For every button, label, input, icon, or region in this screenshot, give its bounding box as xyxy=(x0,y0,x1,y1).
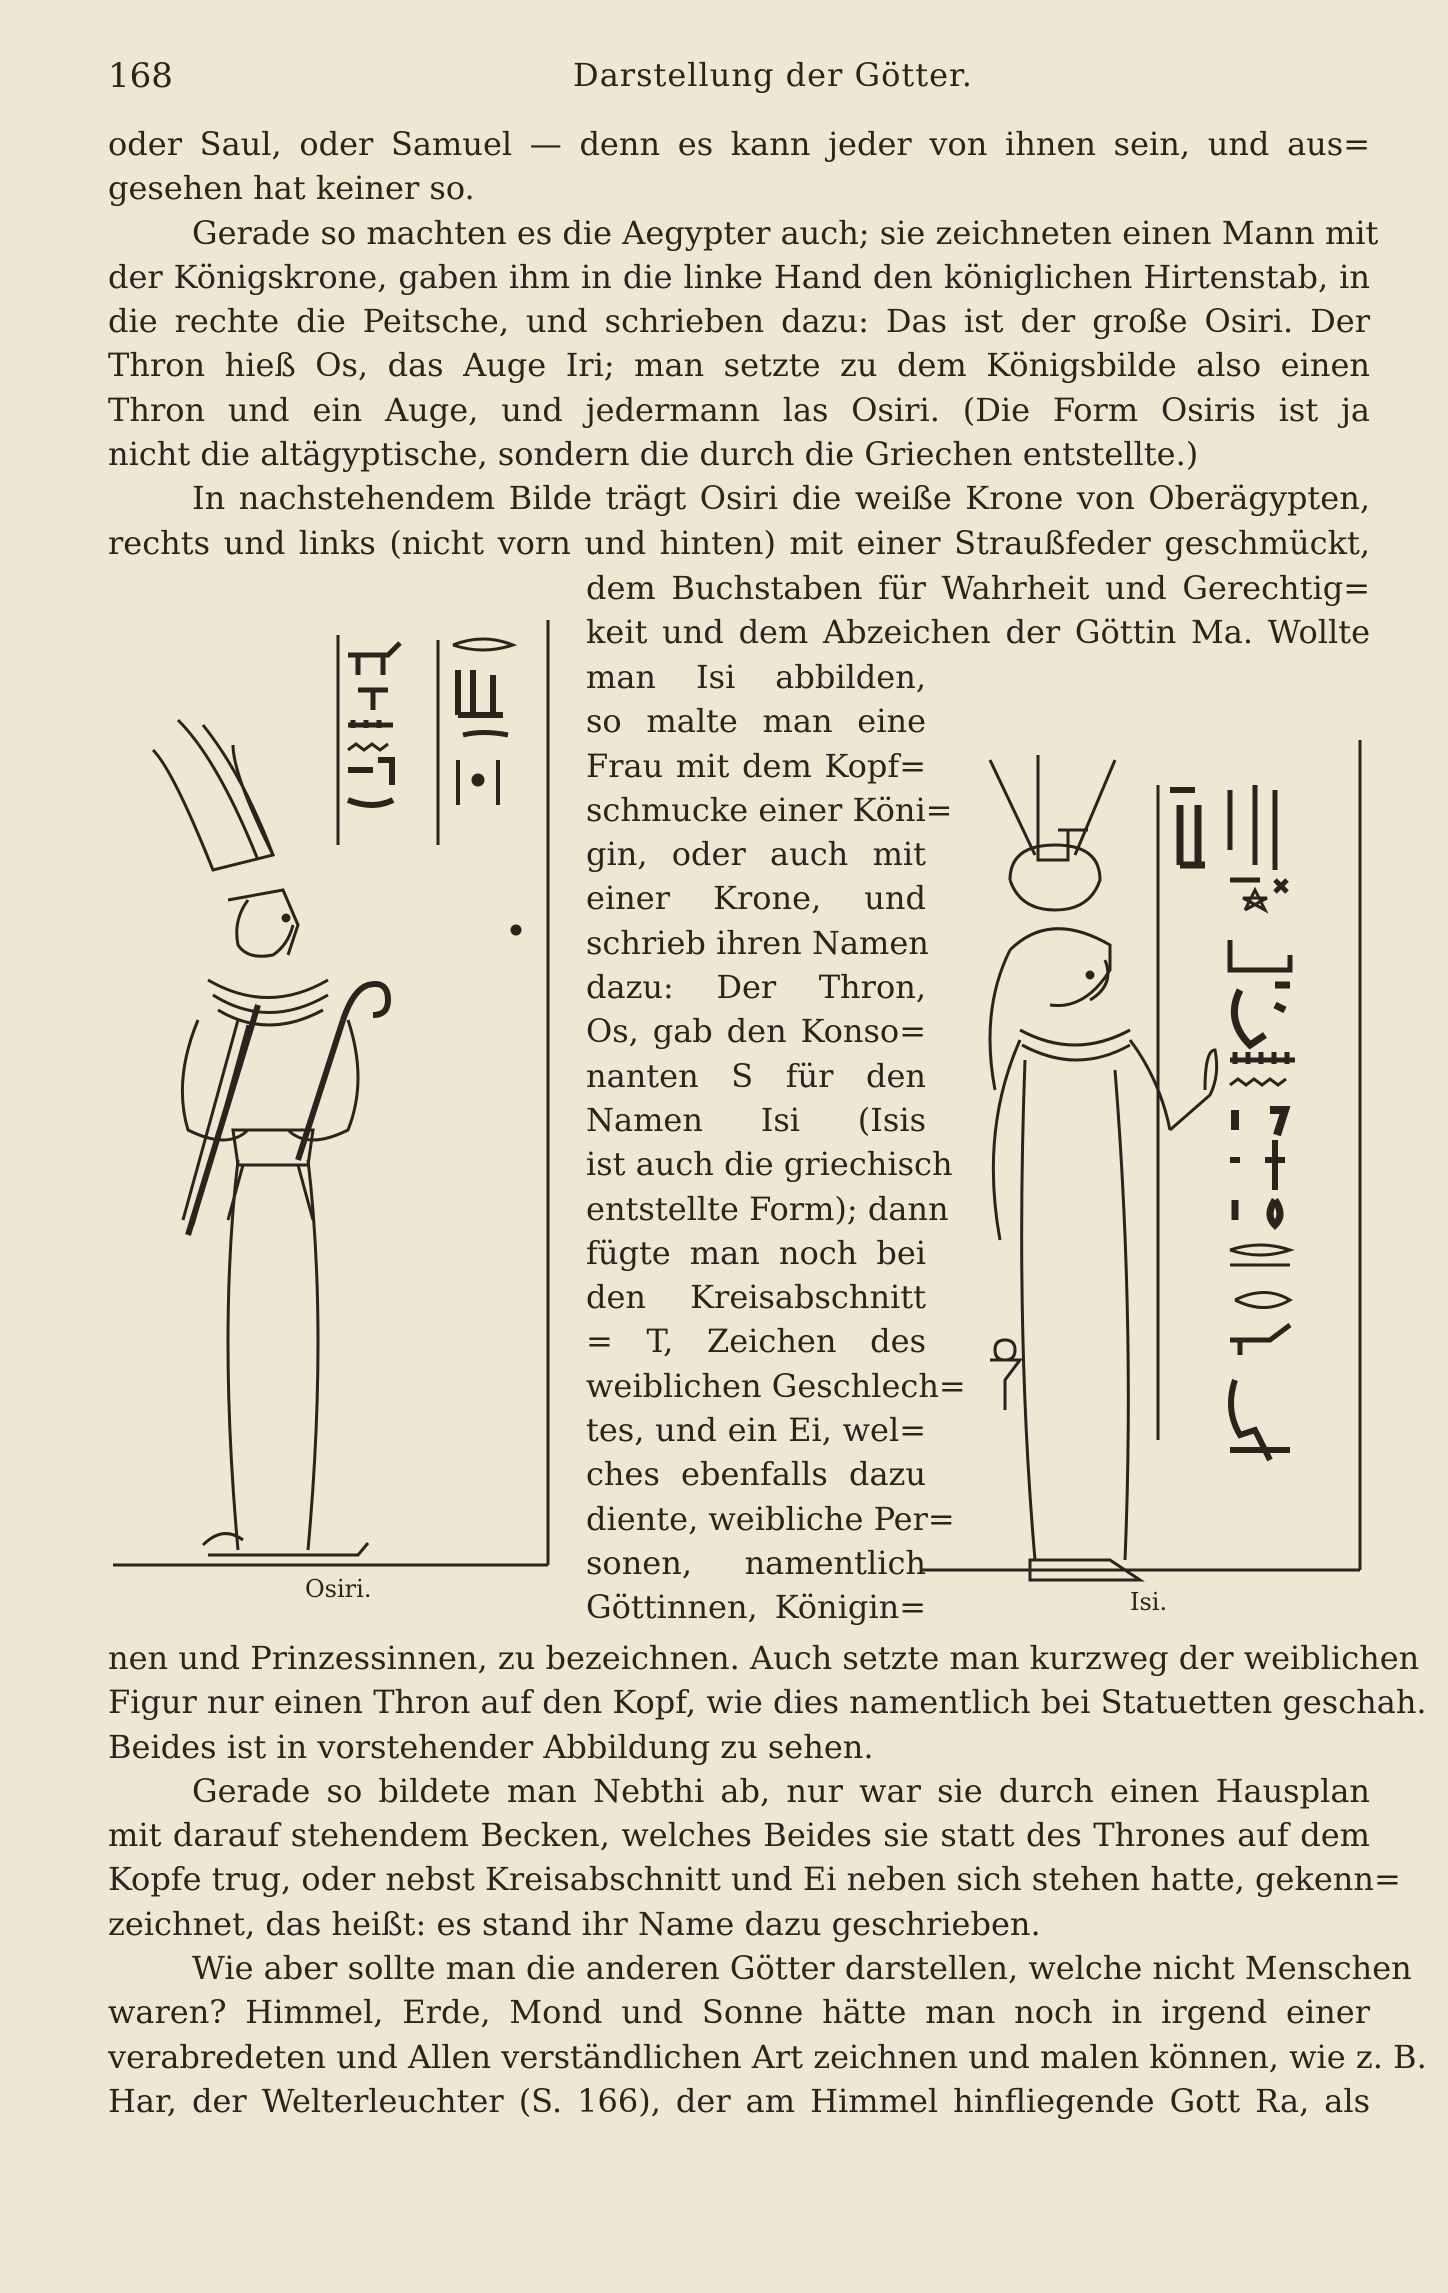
text-line: man Isi abbilden, xyxy=(586,658,926,696)
isis-illustration xyxy=(930,740,1370,1600)
text-line: nanten S für den xyxy=(586,1056,926,1095)
page-number: 168 xyxy=(108,56,173,96)
text-line: nen und Prinzessinnen, zu bezeichnen. Auch setzte man kurzweg der weiblichen xyxy=(108,1639,1420,1677)
text-line: Wie aber sollte man die anderen Götter darstellen, welche nicht Menschen xyxy=(192,1949,1412,1988)
text-line: die rechte die Peitsche, und schrieben dazu: Das ist der große Osiri. Der xyxy=(108,302,1370,341)
text-line: zeichnet, das heißt: es stand ihr Name dazu geschrieben. xyxy=(108,1904,1041,1943)
paragraph-mid xyxy=(586,566,1370,655)
osiris-illustration xyxy=(108,600,548,1600)
text-line: waren? Himmel, Erde, Mond und Sonne hätte man noch in irgend einer xyxy=(108,1993,1370,2032)
paragraph-bottom xyxy=(108,1636,1427,2123)
text-line: entstellte Form); dann xyxy=(586,1189,949,1228)
text-line: verabredeten und Allen verständlichen Art zeichnen und malen können, wie z. B. xyxy=(108,2037,1427,2076)
text-line: dazu: Der Thron, xyxy=(586,968,926,1007)
osiris-caption: Osiri. xyxy=(305,1575,372,1603)
text-line: dem Buchstaben für Wahrheit und Gerechtig= xyxy=(586,569,1370,607)
isis-caption: Isi. xyxy=(1130,1588,1168,1616)
text-line: so malte man eine xyxy=(586,702,926,741)
text-line: In nachstehendem Bilde trägt Osiri die weiße Krone von Oberägypten, xyxy=(192,479,1370,518)
text-line: diente, weibliche Per= xyxy=(586,1499,955,1538)
text-line: Os, gab den Konso= xyxy=(586,1012,926,1051)
text-line: sonen, namentlich xyxy=(586,1543,926,1582)
paragraph-top xyxy=(108,122,1379,565)
isis-figure-icon xyxy=(930,740,1370,1600)
text-line: gin, oder auch mit xyxy=(586,835,926,874)
text-line: gesehen hat keiner so. xyxy=(108,169,475,208)
text-line: Kopfe trug, oder nebst Kreisabschnitt und Ei neben sich stehen hatte, gekenn= xyxy=(108,1860,1401,1899)
text-line: Namen Isi (Isis xyxy=(586,1100,926,1139)
text-line: Thron hieß Os, das Auge Iri; man setzte zu dem Königsbilde also einen xyxy=(108,346,1370,385)
text-line: Figur nur einen Thron auf den Kopf, wie dies namentlich bei Statuetten geschah. xyxy=(108,1683,1427,1722)
text-line: keit und dem Abzeichen der Göttin Ma. Wollte xyxy=(586,613,1370,652)
text-line: Göttinnen, Königin= xyxy=(586,1588,926,1627)
narrow-column xyxy=(586,655,966,1630)
running-title: Darstellung der Götter. xyxy=(573,56,973,94)
text-line: oder Saul, oder Samuel — denn es kann jeder von ihnen sein, und aus= xyxy=(108,125,1370,163)
text-line: Gerade so bildete man Nebthi ab, nur war sie durch einen Hausplan xyxy=(192,1771,1370,1810)
text-line: der Königskrone, gaben ihm in die linke Hand den königlichen Hirtenstab, in xyxy=(108,257,1370,296)
text-line: tes, und ein Ei, wel= xyxy=(586,1411,926,1450)
text-line: ist auch die griechisch xyxy=(586,1145,953,1184)
text-line: fügte man noch bei xyxy=(586,1233,926,1272)
text-line: schmucke einer Köni= xyxy=(586,790,953,829)
text-line: weiblichen Geschlech= xyxy=(586,1366,966,1405)
text-line: nicht die altägyptische, sondern die durch die Griechen entstellte.) xyxy=(108,435,1199,474)
text-line: Har, der Welterleuchter (S. 166), der am Himmel hinfliegende Gott Ra, als xyxy=(108,2081,1370,2120)
text-line: Frau mit dem Kopf= xyxy=(586,746,926,785)
text-line: Gerade so machten es die Aegypter auch; sie zeichneten einen Mann mit xyxy=(192,213,1379,252)
text-line: Thron und ein Auge, und jedermann las Osiri. (Die Form Osiris ist ja xyxy=(108,390,1370,429)
text-line: schrieb ihren Namen xyxy=(586,923,929,962)
page-header xyxy=(108,50,1370,110)
text-line: Beides ist in vorstehender Abbildung zu sehen. xyxy=(108,1727,874,1766)
text-line: ches ebenfalls dazu xyxy=(586,1455,926,1494)
text-line: = T, Zeichen des xyxy=(586,1322,926,1361)
text-line: einer Krone, und xyxy=(586,879,926,918)
text-line: mit darauf stehendem Becken, welches Beides sie statt des Thrones auf dem xyxy=(108,1816,1370,1855)
text-line: rechts und links (nicht vorn und hinten) mit einer Straußfeder geschmückt, xyxy=(108,523,1370,562)
text-line: den Kreisabschnitt xyxy=(586,1278,926,1317)
osiris-figure-icon xyxy=(108,600,548,1600)
